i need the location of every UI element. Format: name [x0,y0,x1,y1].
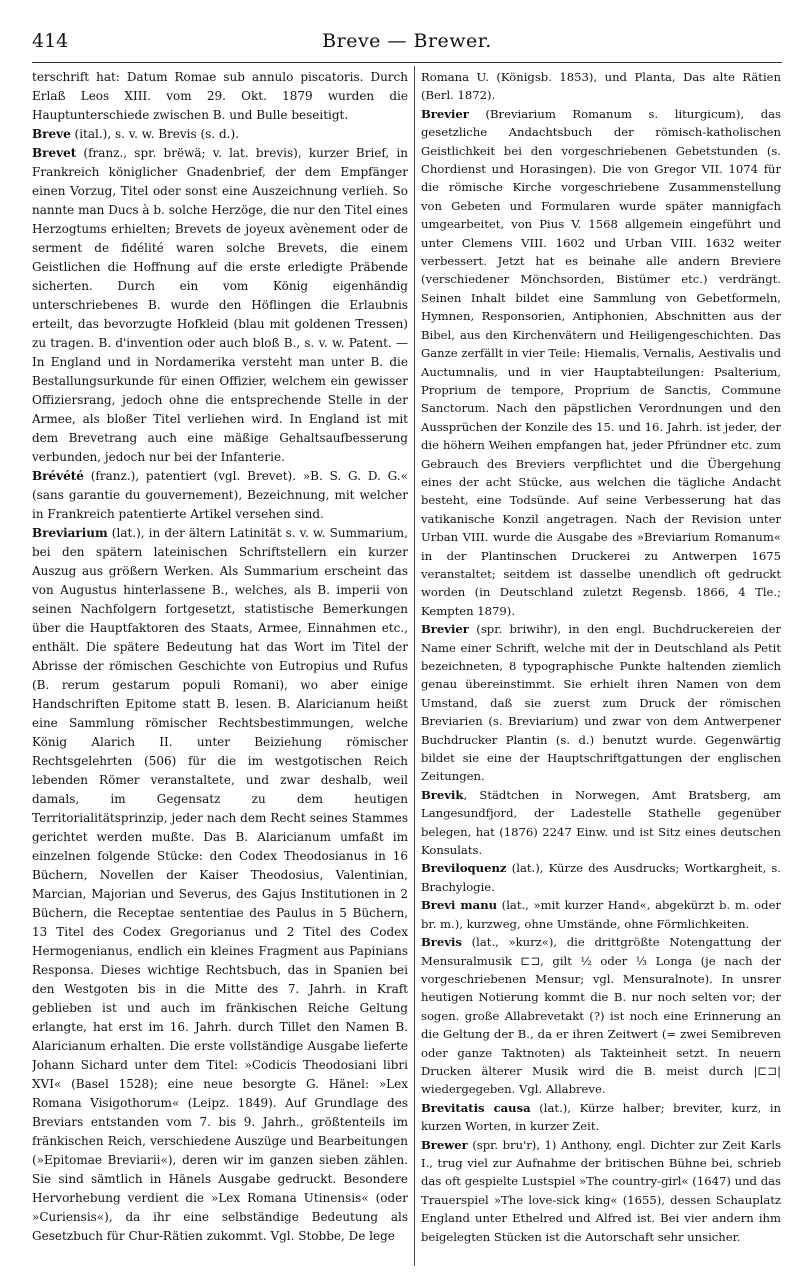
dictionary-entry [421,68,781,105]
dictionary-entry [421,859,781,896]
entry-text: (spr. briwihr), in den engl. Buchdruckereien der Name einer Schrift, welche mit der in Deutschland als Petit bezeichneten, 8 typographische Punkte haltenden ziemlich genau übereinstimmt. Sie erhielt ihren Namen von dem Umstand, daß sie zuerst zum Druck der römischen Breviarien (s. Breviarium) und zwar von dem Antwerpener Buchdrucker Plantin (s. d.) benutzt wurde. Gegenwärtig bildet sie eine der Hauptschriftgattungen der englischen Zeitungen. [421,622,781,784]
entry-headword: Brevier [421,106,469,121]
entry-headword: Breviarium [32,526,108,540]
running-head: Breve — Brewer. [322,30,492,52]
entry-text: (lat., »kurz«), die drittgrößte Notengattung der Mensuralmusik ⊏⊐, gilt ½ oder ⅓ Longa (je nach der vorgeschriebenen Mensur; vgl. Mensuralnote). In unsrer heutigen Notierung kommt die B. nur noch selten vor; der sogen. große Allabrevetakt (?) ist noch eine Erinnerung an die Geltung der B., da er ihren Zeitwert (= zwei Semibreven oder ganze Taktnoten) als Takteinheit setzt. In neuern Drucken älterer Musik wird die B. meist durch |⊏⊐| wiedergegeben. Vgl. Allabreve. [421,935,781,1097]
entry-headword: Brévété [32,469,84,483]
entry-headword: Brevet [32,146,77,160]
dictionary-entry [421,933,781,1099]
dictionary-entry [32,125,408,144]
entry-text: (ital.), s. v. w. Brevis (s. d.). [70,127,239,141]
page-header [32,30,782,60]
entry-headword: Brevitatis causa [421,1100,531,1115]
entry-headword: Brevis [421,935,462,950]
dictionary-entry [421,786,781,860]
entry-text: (lat.), in der ältern Latinität s. v. w. Summarium, bei den spätern lateinischen Schriftstellern ein kurzer Auszug aus größern Werken. Als Summarium erscheint das von Augustus hinterlassene B., welches, als B. imperii von seinen Nachfolgern fortgesetzt, statistische Bemerkungen über die Hauptfaktoren des Staats, Armee, Einnahmen etc., enthält. Die spätere Bedeutung hat das Wort im Titel der Abrisse der römischen Geschichte von Eutropius und Rufus (B. rerum gestarum populi Romani), wo aber einige Handschriften Epitome statt B. lesen. B. Alaricianum heißt eine Sammlung römischer Rechtsbestimmungen, welche König Alarich II. unter Beiziehung römischer Rechtsgelehrten (506) für die im westgotischen Reich lebenden Römer veranstaltete, und zwar deshalb, weil damals, im Gegensatz zu dem heutigen Territorialitätsprinzip, jeder nach dem Recht seines Stammes gerichtet werden mußte. Das B. Alaricianum umfaßt im einzelnen folgende Stücke: den Codex Theodosianus in 16 Büchern, Novellen der Kaiser Theodosius, Valentinian, Marcian, Majorian und Severus, des Gajus Institutionen in 2 Büchern, die Receptae sententiae des Paulus in 5 Büchern, 13 Titel des Codex Gregorianus und 2 Titel des Codex Hermogenianus, endlich ein kleines Fragment aus Papinians Responsa. Dieses wichtige Rechtsbuch, das in Spanien bei den Westgoten bis in die Mitte des 7. Jahrh. in Kraft geblieben ist und auch im fränkischen Reiche Geltung erlangte, hat erst im 16. Jahrh. durch Tillet den Namen B. Alaricianum erhalten. Die erste vollständige Ausgabe lieferte Johann Sichard unter dem Titel: »Codicis Theodosiani libri XVI« (Basel 1528); eine neue besorgte G. Hänel: »Lex Romana Visigothorum« (Leipz. 1849). Auf Grundlage des Breviars entstanden vom 7. bis 9. Jahrh., größtenteils im fränkischen Reich, verschiedene Auszüge und Bearbeitungen (»Epitomae Breviarii«), deren wir im ganzen sieben zählen. Sie sind sämtlich in Hänels Ausgabe gedruckt. Besondere Hervorhebung verdient die »Lex Romana Utinensis« (oder »Curiensis«), da ihr eine selbständige Bedeutung als Gesetzbuch für Chur-Rätien zukommt. Vgl. Stobbe, De lege [32,526,408,1243]
dictionary-entry [32,144,408,467]
left-column [32,68,408,1268]
dictionary-entry [32,68,408,125]
header-rule [32,62,782,63]
page-number: 414 [32,30,69,52]
entry-text: Romana U. (Königsb. 1853), und Planta, Das alte Rätien (Berl. 1872). [421,70,781,103]
entry-headword: Breviloquenz [421,861,507,876]
entry-text: (franz.), patentiert (vgl. Brevet). »B. S. G. D. G.« (sans garantie du gouvernement), Bezeichnung, mit welcher in Frankreich patentierte Artikel versehen sind. [32,469,408,521]
entry-text: (spr. bru'r), 1) Anthony, engl. Dichter zur Zeit Karls I., trug viel zur Aufnahme der britischen Bühne bei, schrieb das oft gespielte Lustspiel »The country-girl« (1647) und das Trauerspiel »The love-sick king« (1655), dessen Schauplatz England unter Ethelred und Alfred ist. Bei vier andern ihm beigelegten Stücken ist die Autorschaft sehr unsicher. [421,1137,781,1244]
entry-text: (lat.), Kürze des Ausdrucks; Wortkargheit, s. Brachylogie. [421,861,781,894]
entry-text: (franz., spr. brëwä; v. lat. brevis), kurzer Brief, in Frankreich königlicher Gnadenbrief, der dem Empfänger einen Vorzug, Titel oder sonst eine Auszeichnung verlieh. So nannte man Ducs à b. solche Herzöge, die nur den Titel eines Herzogtums erhielten; Brevets de joyeux avènement oder de serment de fidélité waren solche Brevets, die einem Geistlichen die Hoffnung auf die erste erledigte Präbende sicherten. Durch ein vom König eigenhändig unterschriebenes B. wurde den Höflingen die Erlaubnis erteilt, das bevorzugte Hofkleid (blau mit goldenen Tressen) zu tragen. B. d'invention oder auch bloß B., s. v. w. Patent. — In England und in Nordamerika versteht man unter B. die Bestallungsurkunde für einen Offizier, welchem ein gewisser Offiziersrang, jedoch ohne die entsprechende Stelle in der Armee, als bloßer Titel verliehen wird. In England ist mit dem Brevetrang auch eine mäßige Gehaltsaufbesserung verbunden, jedoch nur bei der Infanterie. [32,146,408,464]
entry-text: terschrift hat: Datum Romae sub annulo piscatoris. Durch Erlaß Leos XIII. vom 29. Okt. 1879 wurden die Hauptunterschiede zwischen B. und Bulle beseitigt. [32,70,408,122]
dictionary-entry [32,467,408,524]
dictionary-entry [421,896,781,933]
dictionary-entry [421,620,781,786]
entry-text: (lat.), Kürze halber; breviter, kurz, in kurzen Worten, in kurzer Zeit. [421,1100,781,1134]
dictionary-entry [421,105,781,620]
dictionary-entry [421,1136,781,1246]
entry-text: (lat., »mit kurzer Hand«, abgekürzt b. m. oder br. m.), kurzweg, ohne Umstände, ohne Förmlichkeiten. [421,898,781,931]
entry-headword: Brevier [421,622,469,637]
entry-headword: Breve [32,127,71,141]
entry-text: , Städtchen in Norwegen, Amt Bratsberg, am Langesundfjord, der Ladestelle Stathelle gegenüber belegen, hat (1876) 2247 Einw. und ist Sitz eines deutschen Konsulats. [421,787,781,858]
entry-headword: Brevik [421,787,464,802]
dictionary-entry [32,524,408,1246]
entry-headword: Brevi manu [421,898,498,913]
column-divider [414,66,415,1266]
right-column [421,68,781,1268]
dictionary-entry [421,1099,781,1136]
entry-text: (Breviarium Romanum s. liturgicum), das gesetzliche Andachtsbuch der römisch-katholischen Geistlichkeit bei den vorgeschriebenen Gebetstunden (s. Chordienst und Horasingen). Die von Gregor VII. 1074 für die römische Kirche vorgeschriebene Zusammenstellung von Gebeten und Formularen wurde später mannigfach umgearbeitet, von Pius V. 1568 allgemein eingeführt und unter Clemens VIII. 1602 und Urban VIII. 1632 weiter verbessert. Jetzt hat es beinahe alle andern Breviere (verschiedener Mönchsorden, Bistümer etc.) verdrängt. Seinen Inhalt bildet eine Sammlung von Gebetformeln, Hymnen, Responsorien, Antiphonien, Abschnitten aus der Bibel, aus den Kirchenvätern und Heiligengeschichten. Das Ganze zerfällt in vier Teile: Hiemalis, Vernalis, Aestivalis und Auctumnalis, und in vier Hauptabteilungen: Psalterium, Proprium de tempore, Proprium de Sanctis, Commune Sanctorum. Nach den päpstlichen Verordnungen und den Aussprüchen der Konzile des 15. und 16. Jahrh. ist jeder, der die höhern Weihen empfangen hat, jeder Pfründner etc. zum Gebrauch des Breviers verpflichtet und die Übergehung eines der acht Stücke, aus welchen die tägliche Andacht besteht, eine Todsünde. Auf seine Verbesserung hat das vatikanische Konzil angetragen. Nach der Revision unter Urban VIII. wurde die Ausgabe des »Breviarium Romanum« in der Plantinschen Druckerei zu Antwerpen 1675 veranstaltet; seitdem ist dasselbe unendlich oft gedruckt worden (in Deutschland zuletzt Regensb. 1866, 4 Tle.; Kempten 1879). [421,106,781,618]
entry-headword: Brewer [421,1137,468,1152]
